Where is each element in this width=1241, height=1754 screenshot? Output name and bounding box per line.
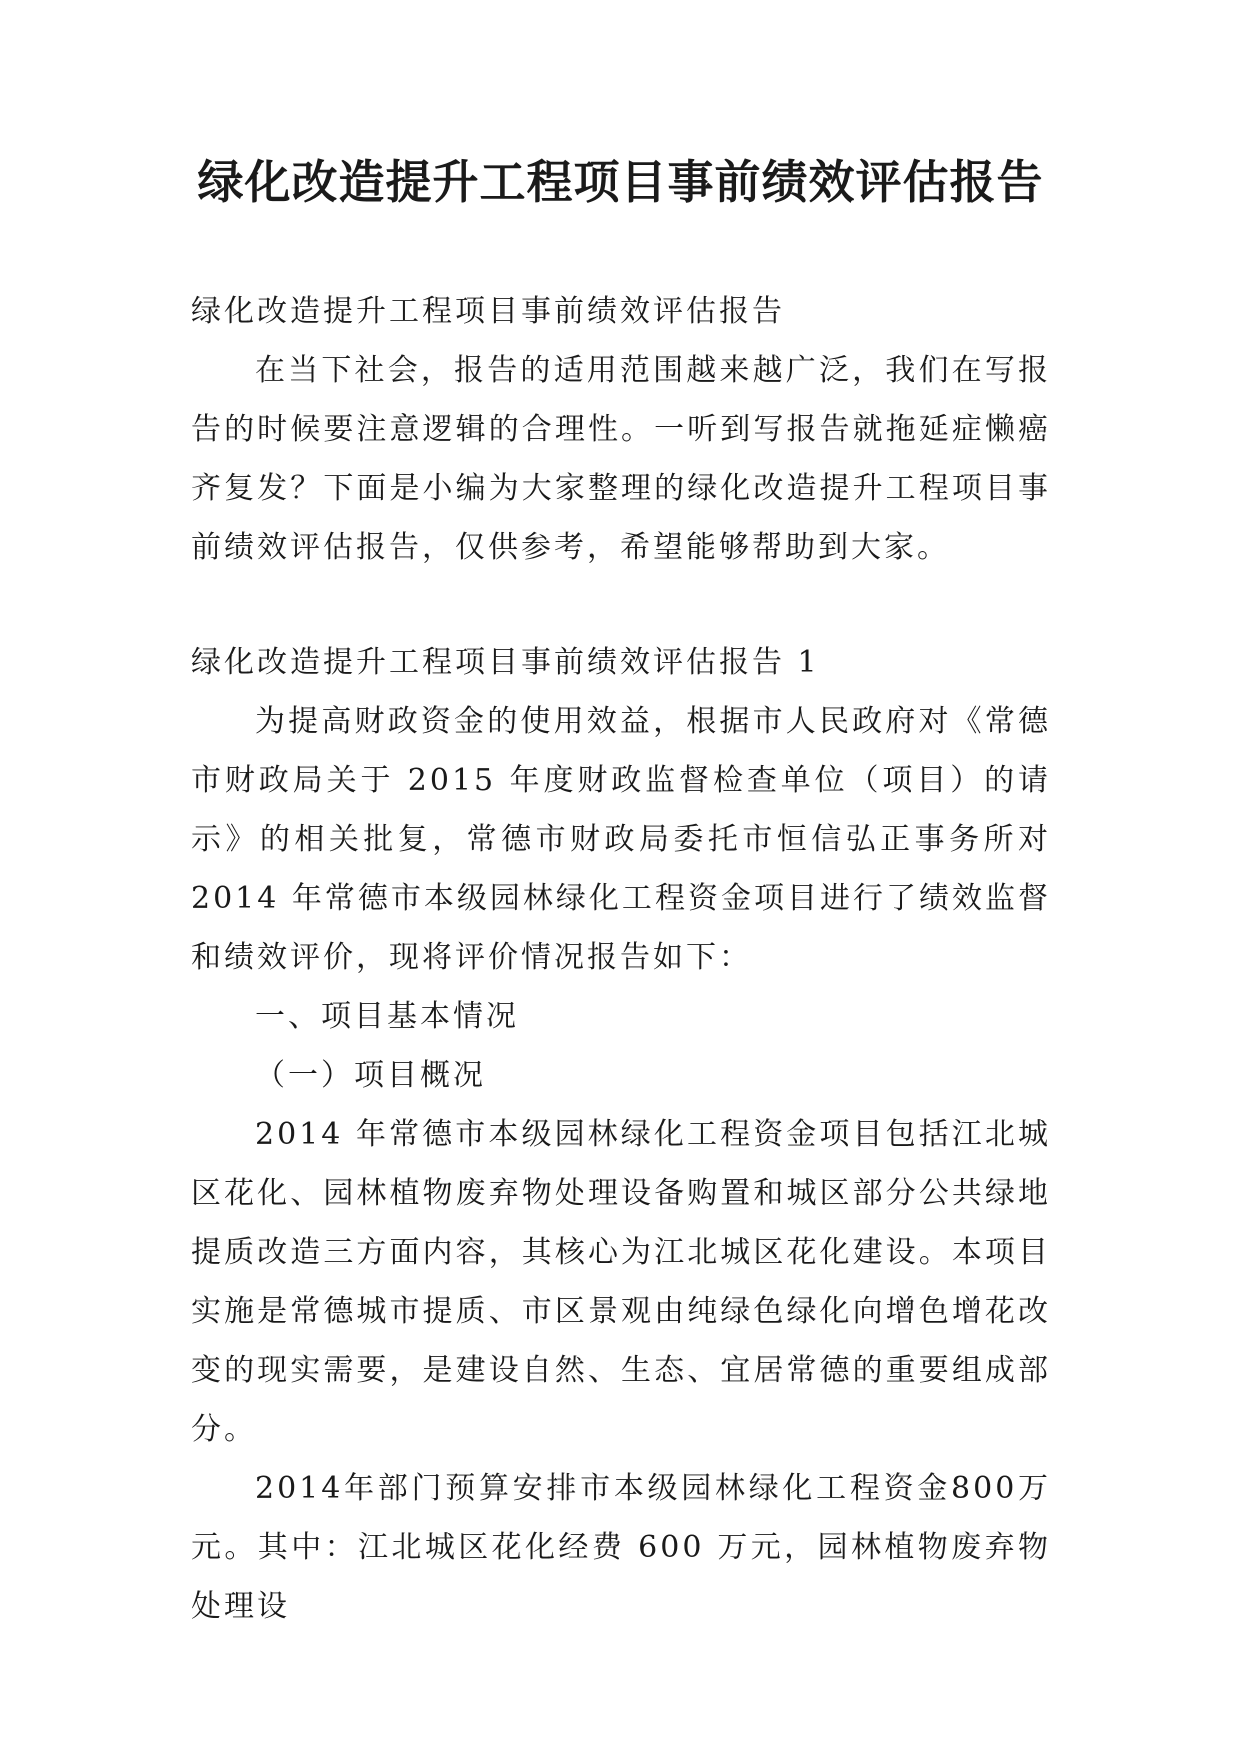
body-paragraph: 为提高财政资金的使用效益，根据市人民政府对《常德市财政局关于 2015 年度财政监督检查单位（项目）的请示》的相关批复，常德市财政局委托市恒信弘正事务所对 2014 年常德市本级园林绿化工程资金项目进行了绩效监督和绩效评价，现将评价情况报告如下：: [191, 704, 1051, 975]
heading-project-overview: （一）项目概况: [255, 1058, 486, 1093]
document-body: [191, 282, 1051, 1636]
intro-paragraph: 在当下社会，报告的适用范围越来越广泛，我们在写报告的时候要注意逻辑的合理性。一听到写报告就拖延症懒癌齐复发？下面是小编为大家整理的绿化改造提升工程项目事前绩效评估报告，仅供参考，希望能够帮助到大家。: [191, 353, 1051, 565]
body-paragraph: 2014年部门预算安排市本级园林绿化工程资金800万元。其中：江北城区花化经费 600 万元，园林植物废弃物处理设: [191, 1471, 1051, 1624]
heading-basic-info: 一、项目基本情况: [255, 999, 519, 1034]
document-title: 绿化改造提升工程项目事前绩效评估报告: [197, 155, 1044, 209]
section-heading-report-1: 绿化改造提升工程项目事前绩效评估报告 1: [191, 645, 820, 680]
subtitle-line: 绿化改造提升工程项目事前绩效评估报告: [191, 294, 785, 329]
body-paragraph: 2014 年常德市本级园林绿化工程资金项目包括江北城区花化、园林植物废弃物处理设备购置和城区部分公共绿地提质改造三方面内容，其核心为江北城区花化建设。本项目实施是常德城市提质、市区景观由纯绿色绿化向增色增花改变的现实需要，是建设自然、生态、宜居常德的重要组成部分。: [191, 1117, 1051, 1447]
